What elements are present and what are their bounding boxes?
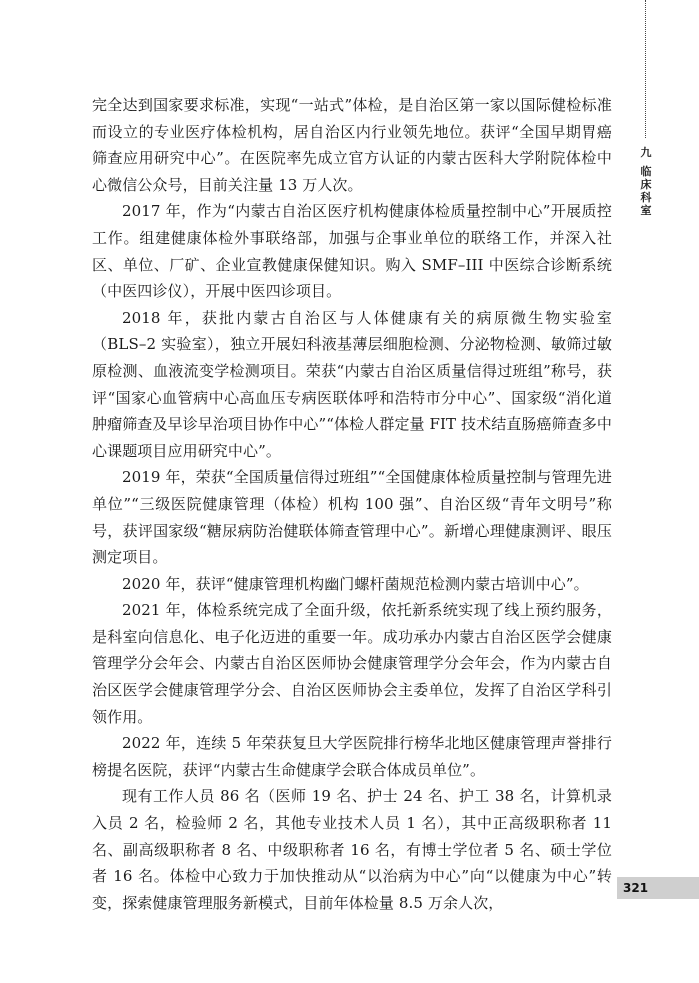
paragraph-intro-continued: 完全达到国家要求标准，实现“一站式”体检，是自治区第一家以国际健检标准而设立的专业医疗体检机构，居自治区内行业领先地位。获评“全国早期胃癌筛查应用研究中心”。在医院率先成立官方认证的内蒙古医科大学附院体检中心微信公众号，目前关注量 13 万人次。 bbox=[92, 96, 612, 194]
paragraph-2018: 2018 年，获批内蒙古自治区与人体健康有关的病原微生物实验室（BLS–2 实验室），独立开展妇科液基薄层细胞检测、分泌物检测、敏筛过敏原检测、血液流变学检测项目。荣获“内蒙古自治区质量信得过班组”称号，获评“国家心血管病中心高血压专病医联体呼和浩特市分中心”、国家级“消化道肿瘤筛查及早诊早治项目协作中心”“体检人群定量 FIT 技术结直肠癌筛查多中心课题项目应用研究中心”。 bbox=[92, 308, 613, 460]
chapter-number: 九 bbox=[640, 146, 652, 159]
side-dotted-rule bbox=[645, 0, 646, 138]
chapter-title: 临床科室 bbox=[640, 165, 652, 217]
paragraph-2017: 2017 年，作为“内蒙古自治区医疗机构健康体检质量控制中心”开展质控工作。组建健康体检外事联络部，加强与企事业单位的联络工作，并深入社区、单位、厂矿、企业宣教健康保健知识。购入 SMF–III 中医综合诊断系统（中医四诊仪），开展中医四诊项目。 bbox=[92, 202, 612, 301]
paragraph-2022: 2022 年，连续 5 年荣获复旦大学医院排行榜华北地区健康管理声誉排行榜提名医院，获评“内蒙古生命健康学会联合体成员单位”。 bbox=[92, 734, 612, 779]
paragraph-staff: 现有工作人员 86 名（医师 19 名、护士 24 名、护工 38 名，计算机录入员 2 名，检验师 2 名，其他专业技术人员 1 名），其中正高级职称者 11 名、副高级职称者 8 名、中级职称者 16 名，有博士学位者 5 名、硕士学位者 16 名。体检中心致力于加快推动从“以治病为中心”向“以健康为中心”转变，探索健康管理服务新模式，目前年体检量 8.5 万余人次， bbox=[92, 787, 612, 912]
chapter-side-tab bbox=[638, 146, 654, 217]
paragraph-2021: 2021 年，体检系统完成了全面升级，依托新系统实现了线上预约服务，是科室向信息化、电子化迈进的重要一年。成功承办内蒙古自治区医学会健康管理学分会年会、内蒙古自治区医师协会健康管理学分会年会，作为内蒙古自治区医学会健康管理学分会、自治区医师协会主委单位，发挥了自治区学科引领作用。 bbox=[92, 601, 612, 726]
paragraph-2020: 2020 年，获评“健康管理机构幽门螺杆菌规范检测内蒙古培训中心”。 bbox=[122, 574, 589, 593]
body-text bbox=[92, 92, 612, 916]
page-number: 321 bbox=[623, 881, 649, 895]
paragraph-2019: 2019 年，荣获“全国质量信得过班组”“全国健康体检质量控制与管理先进单位”“三级医院健康管理（体检）机构 100 强”、自治区级“青年文明号”称号，获评国家级“糖尿病防治健联体筛查管理中心”。新增心理健康测评、眼压测定项目。 bbox=[92, 468, 612, 567]
